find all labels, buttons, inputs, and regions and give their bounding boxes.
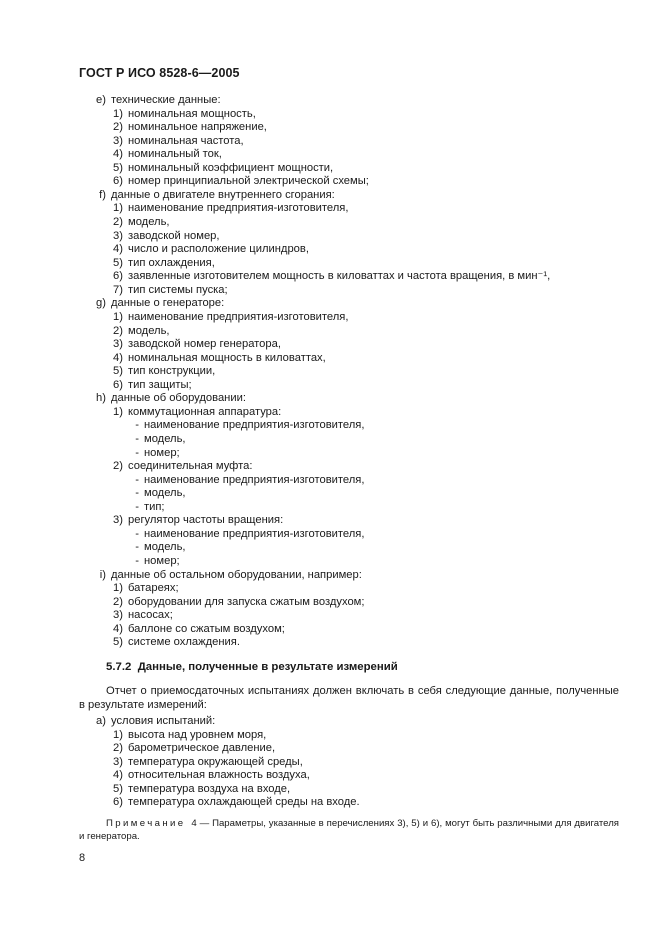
list-text: батареях; [128,582,179,595]
list-marker: e) [96,94,106,106]
note [79,818,619,843]
list-text: температура воздуха на входе, [128,782,291,795]
list-text: номинальное напряжение, [128,121,267,134]
list-item [109,148,222,161]
list-text: системе охлаждения. [128,636,240,649]
list-text: коммутационная аппаратура: [128,405,282,418]
page-number: 8 [79,852,86,864]
list-text: соединительная муфта: [128,460,253,473]
list-marker: 1) [113,728,123,741]
list-marker: 3) [113,134,123,147]
list-text: номинальная мощность в киловаттах, [128,351,326,364]
list-text: модель, [128,216,170,229]
list-marker: 3) [113,514,123,527]
list-marker: 3) [113,338,123,351]
document-header: ГОСТ Р ИСО 8528-6—2005 [79,66,240,80]
list-item [109,338,281,351]
list-item [109,216,170,229]
list-item [129,419,364,432]
list-marker: 3) [113,229,123,242]
list-text: номинальный ток, [128,148,222,161]
list-text: заявленные изготовителем мощность в киловаттах и частота вращения, в мин⁻¹, [128,270,551,283]
list-item [109,121,267,134]
list-item [109,230,220,243]
list-item [129,541,186,554]
list-text: тип охлаждения, [128,256,215,269]
list-item [109,729,266,742]
list-item [92,569,362,582]
list-marker: 4) [113,351,123,364]
list-marker: - [135,419,139,432]
list-item [109,284,228,297]
list-text: наименование предприятия-изготовителя, [144,473,365,486]
note-label: Примечание [106,818,186,829]
list-text: оборудовании для запуска сжатым воздухом; [128,595,365,608]
list-marker: 1) [113,310,123,323]
list-marker: - [135,446,139,459]
list-marker: 5) [113,365,123,378]
list-marker: 4) [113,148,123,161]
body-paragraph: Отчет о приемосдаточных испытаниях должен включать в себя следующие данные, полученные в результате измерений: [79,685,619,711]
list-text: температура окружающей среды, [128,755,303,768]
list-text: модель, [144,487,186,500]
list-marker: 5) [113,161,123,174]
list-marker: - [135,555,139,568]
list-item [129,528,364,541]
list-marker: - [135,433,139,445]
list-item [109,257,215,270]
list-item [109,783,290,796]
list-item [109,609,173,622]
list-item [92,189,335,202]
list-item [129,433,186,446]
list-item [129,501,165,514]
section-heading [106,661,398,673]
list-marker: 6) [113,378,123,391]
list-item [109,756,303,769]
list-text: модель, [144,433,186,445]
list-text: регулятор частоты вращения: [128,514,284,527]
list-item [129,487,186,500]
list-marker: 2) [113,216,123,229]
list-text: данные о двигателе внутреннего сгорания: [111,188,335,201]
list-marker: - [135,541,139,554]
list-item [129,555,180,568]
list-text: заводской номер, [128,229,220,242]
list-text: наименование предприятия-изготовителя, [128,202,349,215]
list-marker: - [135,500,139,513]
list-item [109,742,275,755]
list-text: номинальная мощность, [128,107,256,120]
list-marker: 6) [113,796,123,809]
list-item [109,460,252,473]
list-item [109,175,369,188]
list-item [109,162,333,175]
section-number: 5.7.2 [106,661,132,673]
list-text: наименование предприятия-изготовителя, [144,527,365,540]
list-marker: 5) [113,256,123,269]
list-marker: 1) [113,405,123,418]
list-marker: 4) [113,769,123,782]
list-text: наименование предприятия-изготовителя, [128,310,349,323]
list-item [92,715,215,728]
list-text: данные об оборудовании: [111,392,246,405]
list-marker: 4) [113,622,123,635]
list-item [109,135,244,148]
list-item [92,94,221,107]
list-text: номер принципиальной электрической схемы; [128,175,369,188]
list-text: модель, [144,541,186,554]
list-item [109,311,348,324]
list-item [109,379,192,392]
list-item [92,392,246,405]
list-marker: h) [96,392,106,405]
section-title: Данные, полученные в результате измерений [137,661,398,673]
list-text: тип; [144,500,165,513]
list-marker: 3) [113,755,123,768]
list-text: номер; [144,555,180,568]
list-text: число и расположение цилиндров, [128,243,309,256]
list-item [109,365,215,378]
list-text: тип защиты; [128,378,192,391]
list-item [109,769,310,782]
list-item [109,243,309,256]
list-text: температура охлаждающей среды на входе. [128,796,360,809]
list-item [109,108,256,121]
list-item [109,325,170,338]
list-marker: 5) [113,782,123,795]
list-marker: 1) [113,582,123,595]
list-item [109,270,550,283]
list-text: условия испытаний: [111,715,216,727]
list-text: барометрическое давление, [128,742,276,755]
list-marker: - [135,527,139,540]
list-item [109,514,283,527]
list-marker: 5) [113,636,123,649]
list-marker: - [135,473,139,486]
list-text: заводской номер генератора, [128,338,281,351]
list-marker: 2) [113,324,123,337]
list-text: номинальная частота, [128,134,244,147]
list-text: наименование предприятия-изготовителя, [144,419,365,432]
list-marker: 2) [113,595,123,608]
list-item [129,447,180,460]
list-text: насосах; [128,609,173,622]
list-text: номинальный коэффициент мощности, [128,161,334,174]
list-item [109,796,360,809]
list-item [109,406,281,419]
list-item [92,297,224,310]
list-item [109,582,179,595]
list-marker: 2) [113,121,123,134]
list-item [109,202,348,215]
list-item [109,352,326,365]
list-marker: 6) [113,175,123,188]
list-text: тип конструкции, [128,365,216,378]
list-marker: 1) [113,107,123,120]
list-marker: 1) [113,202,123,215]
list-marker: 7) [113,283,123,296]
list-marker: 6) [113,270,123,283]
list-text: номер; [144,446,180,459]
list-item [109,636,240,649]
list-text: данные о генераторе: [111,297,225,310]
list-item [129,474,364,487]
list-text: технические данные: [111,94,221,106]
list-marker: 2) [113,460,123,473]
list-text: тип системы пуска; [128,283,228,296]
list-marker: - [135,487,139,500]
list-marker: 4) [113,243,123,256]
list-marker: a) [96,715,106,727]
list-marker: 2) [113,742,123,755]
list-marker: f) [99,188,106,201]
list-marker: i) [99,568,106,581]
list-marker: g) [96,297,106,310]
list-text: высота над уровнем моря, [128,728,267,741]
list-item [109,623,285,636]
list-item [109,596,364,609]
list-text: данные об остальном оборудовании, например: [111,568,362,581]
note-text: 4 — Параметры, указанные в перечислениях 3), 5) и 6), могут быть различными для двигателя и генератора. [79,818,619,842]
list-text: баллоне со сжатым воздухом; [128,622,285,635]
list-marker: 3) [113,609,123,622]
list-text: модель, [128,324,170,337]
list-text: относительная влажность воздуха, [128,769,310,782]
